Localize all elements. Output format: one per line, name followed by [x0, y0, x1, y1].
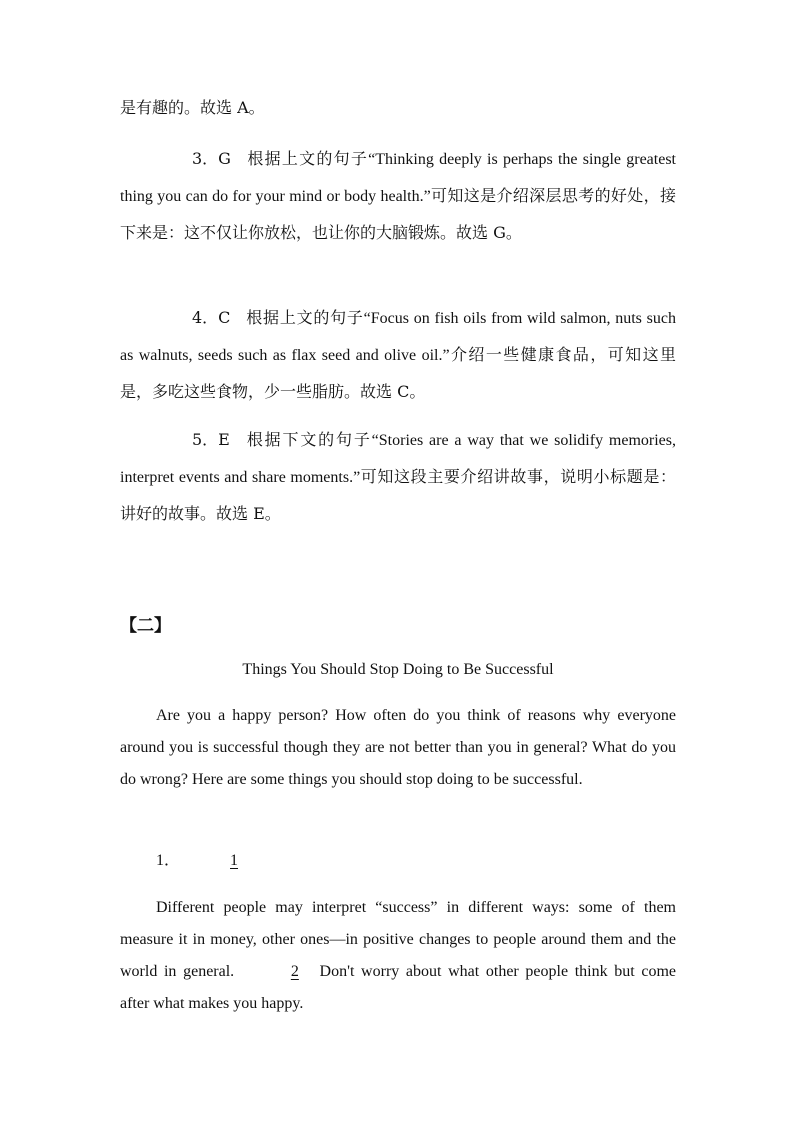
answer-tail: 是有趣的。故选 A。 [120, 98, 265, 117]
paragraph-text-1: Different people may interpret “success” in different ways: some of them measure it in money, other ones—in positive changes to people around them and the world in general. [120, 899, 676, 980]
passage-title: Things You Should Stop Doing to Be Successful [242, 661, 554, 678]
heading-number: 1． [156, 852, 181, 869]
blank-2[interactable]: 2 [290, 963, 299, 980]
answer-number: 3．G [192, 149, 231, 168]
answer-quote: “Thinking deeply is perhaps the single greatest thing you can do for your mind or body health.” [120, 151, 676, 205]
answer-lead: 根据上文的句子 [246, 308, 364, 327]
section-mark: 【二】 [120, 616, 171, 636]
answer-item-3 [120, 141, 676, 251]
answer-explanation: 可知这段主要介绍讲故事，说明小标题是：讲好的故事。故选 E。 [120, 467, 676, 523]
answer-item-4 [120, 300, 676, 410]
answer-number: 4．C [192, 308, 231, 327]
answer-number: 5．E [192, 430, 230, 449]
answer-explanation: 介绍一些健康食品，可知这里是，多吃这些食物，少一些脂肪。故选 C。 [120, 345, 676, 401]
answer-lead: 根据上文的句子 [247, 149, 369, 168]
answer-item-5 [120, 422, 676, 532]
passage-paragraph [120, 892, 676, 1020]
blank-1[interactable]: 1 [230, 852, 239, 869]
answer-explanation: 可知这是介绍深层思考的好处，接下来是：这不仅让你放松，也让你的大脑锻炼。故选 G。 [120, 186, 676, 242]
answer-lead: 根据下文的句子 [246, 430, 372, 449]
blank-heading-1 [120, 845, 676, 877]
answer-quote: “Stories are a way that we solidify memories, interpret events and share moments.” [120, 432, 676, 486]
answer-quote: “Focus on fish oils from wild salmon, nuts such as walnuts, seeds such as flax seed and olive oil.” [120, 310, 676, 364]
passage-intro: Are you a happy person? How often do you think of reasons why everyone around you is successful though they are not better than you in general? What do you do wrong? Here are some things you should stop doing to be successful. [120, 707, 676, 788]
paragraph-text-2: Don't worry about what other people think but come after what makes you happy. [120, 963, 677, 1012]
